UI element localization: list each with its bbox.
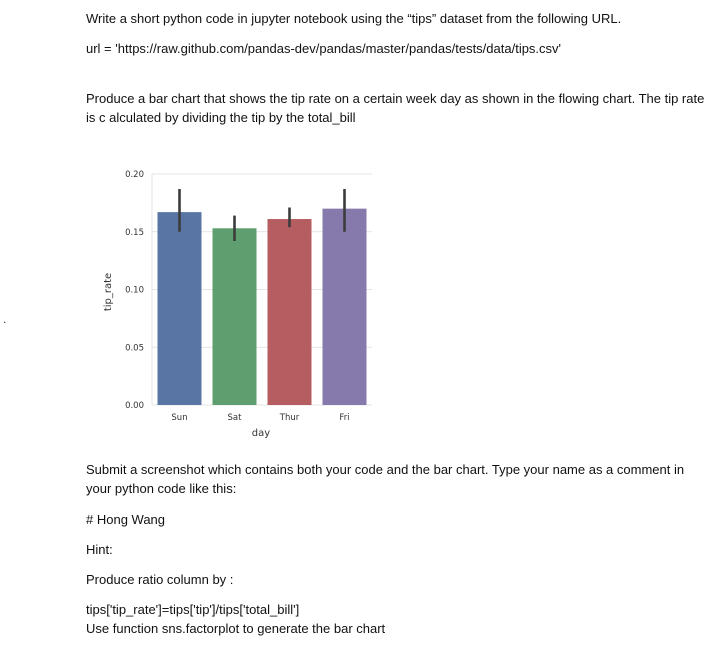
instruction-paragraph-2: Produce a bar chart that shows the tip rate on a certain week day as shown in the flowing chart. The tip rate is c alculated by dividing the tip by the total_bill [86, 91, 705, 125]
bar-thur [268, 219, 312, 405]
hint-ratio-code: tips['tip_rate']=tips['tip']/tips['total_bill'] [86, 602, 300, 617]
name-comment-example: # Hong Wang [86, 512, 166, 527]
stray-mark: . [3, 312, 7, 326]
y-tick-label: 0.20 [125, 170, 144, 180]
tip-rate-bar-chart [90, 160, 390, 445]
x-tick-label: Fri [339, 413, 350, 423]
bar-layer [158, 209, 367, 405]
bar-sun [158, 212, 202, 405]
x-tick-label: Sat [227, 413, 242, 423]
y-tick-label: 0.00 [125, 401, 144, 411]
error-bar-layer [180, 189, 345, 241]
x-tick-label: Sun [171, 413, 188, 423]
y-tick-label: 0.10 [125, 285, 144, 296]
y-tick-label: 0.15 [125, 227, 144, 238]
url-line: url = 'https://raw.github.com/pandas-dev/pandas/master/pandas/tests/data/tips.csv' [86, 41, 562, 56]
hint-ratio-label: Produce ratio column by : [86, 572, 234, 587]
hint-heading: Hint: [86, 542, 113, 557]
instruction-paragraph-1: Write a short python code in jupyter notebook using the “tips” dataset from the following URL. [86, 11, 622, 26]
hint-factorplot: Use function sns.factorplot to generate the bar chart [86, 621, 386, 636]
y-axis-label: tip_rate [103, 272, 114, 312]
instruction-paragraph-3: Submit a screenshot which contains both your code and the bar chart. Type your name as a comment in your python code like this: [86, 462, 685, 496]
x-tick-label: Thur [279, 413, 300, 423]
bar-fri [323, 209, 367, 405]
bar-sat [213, 228, 257, 405]
y-tick-label: 0.05 [125, 343, 144, 354]
x-axis-label: day [251, 428, 271, 439]
